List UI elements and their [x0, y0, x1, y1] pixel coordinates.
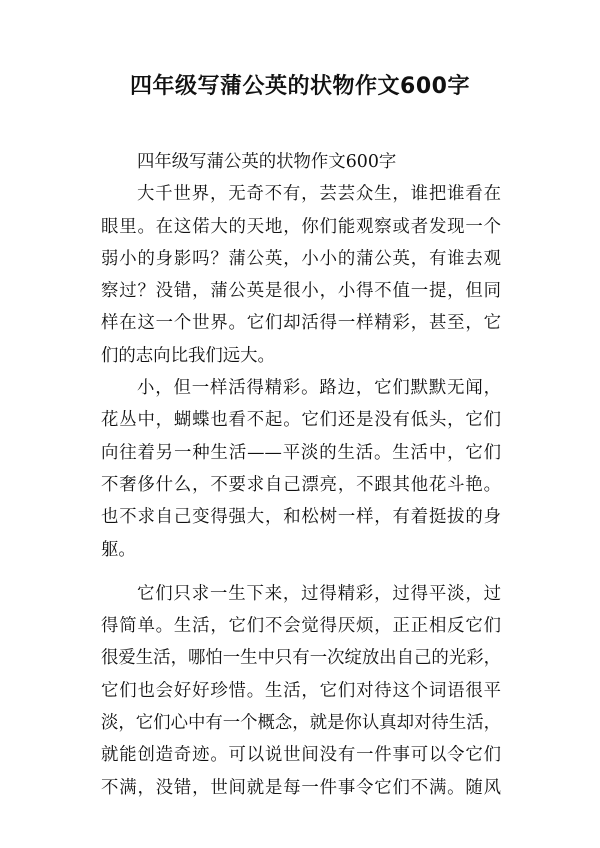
paragraph-3-line-3: 很爱生活，哪怕一生中只有一次绽放出自己的光彩，	[101, 648, 501, 669]
paragraph-2-line-2: 花丛中，蝴蝶也看不起。它们还是没有低头，它们	[101, 410, 501, 431]
paragraph-2-line-6: 躯。	[101, 539, 136, 560]
document-body	[101, 146, 501, 804]
paragraph-3-line-1: 它们只求一生下来，过得精彩，过得平淡，过	[137, 583, 501, 604]
paragraph-gap	[101, 566, 501, 578]
paragraph-2-line-4: 不奢侈什么，不要求自己漂亮，不跟其他花斗艳。	[101, 474, 501, 495]
paragraph-1-line-6: 们的志向比我们远大。	[101, 345, 275, 366]
paragraph-2-line-3: 向往着另一种生活——平淡的生活。生活中，它们	[101, 442, 501, 463]
document-subtitle: 四年级写蒲公英的状物作文600字	[137, 152, 397, 172]
paragraph-3-line-4: 它们也会好好珍惜。生活，它们对待这个词语很平	[101, 680, 501, 701]
document-title: 四年级写蒲公英的状物作文600字	[130, 74, 470, 99]
paragraph-3-line-5: 淡，它们心中有一个概念，就是你认真却对待生活，	[101, 713, 501, 734]
paragraph-3-line-2: 得简单。生活，它们不会觉得厌烦，正正相反它们	[101, 616, 501, 637]
paragraph-1-line-1: 大千世界，无奇不有，芸芸众生，谁把谁看在	[137, 184, 501, 205]
paragraph-1-line-3: 弱小的身影吗？蒲公英，小小的蒲公英，有谁去观	[101, 248, 501, 269]
paragraph-3-line-6: 就能创造奇迹。可以说世间没有一件事可以令它们	[101, 745, 501, 766]
paragraph-1-line-4: 察过？没错，蒲公英是很小，小得不值一提，但同	[101, 281, 501, 302]
paragraph-1-line-5: 样在这一个世界。它们却活得一样精彩，甚至，它	[101, 313, 501, 334]
paragraph-3-line-7: 不满，没错，世间就是每一件事令它们不满。随风	[101, 777, 501, 798]
paragraph-2-line-1: 小，但一样活得精彩。路边，它们默默无闻，	[137, 378, 501, 399]
paragraph-2-line-5: 也不求自己变得强大，和松树一样，有着挺拔的身	[101, 507, 501, 528]
paragraph-1-line-2: 眼里。在这偌大的天地，你们能观察或者发现一个	[101, 216, 501, 237]
